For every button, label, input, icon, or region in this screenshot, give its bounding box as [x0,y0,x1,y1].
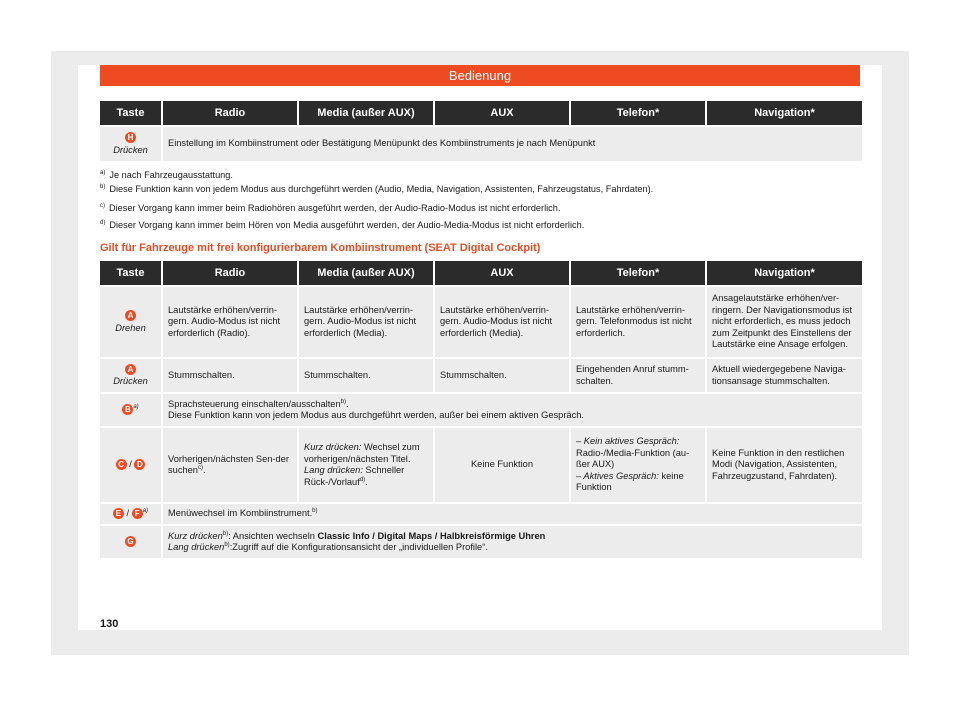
phone-cell: Eingehenden Anruf stumm-schalten. [571,359,705,392]
nav-cell: Aktuell wiedergegebene Naviga-tionsansage stummschalten. [707,359,862,392]
key-badge-g: G [125,536,136,547]
col-header-radio: Radio [163,261,297,285]
col-header-media: Media (außer AUX) [299,101,433,125]
key-action: Drücken [113,144,148,155]
col-header-navigation: Navigation* [707,261,862,285]
row-text: Einstellung im Kombiinstrument oder Bestätigung Menüpunkt des Kombiinstruments je nach Menüpunkt [163,127,862,161]
col-header-aux: AUX [435,261,569,285]
key-badge-a: A [125,310,136,321]
key-badge-d: D [134,459,145,470]
radio-cell: Lautstärke erhöhen/verrin-gern. Audio-Modus ist nicht erforderlich (Radio). [163,287,297,357]
footnote: $^{a)}$ Je nach Fahrzeugausstattung. [100,169,233,180]
col-header-taste: Taste [100,101,161,125]
aux-cell: Keine Funktion [435,428,569,502]
col-header-navigation: Navigation* [707,101,862,125]
table-row [100,359,862,392]
aux-cell: Lautstärke erhöhen/verrin-gern. Audio-Modus ist nicht erforderlich (Media). [435,287,569,357]
key-badge-c: C [116,459,127,470]
row-text: Sprachsteuerung einschalten/ausschalten$^{b)}$. Diese Funktion kann von jedem Modus aus durchgeführt werden, außer bei einem aktiven Gespräch. [163,394,862,426]
table-header-row [100,261,862,285]
media-cell: Lautstärke erhöhen/verrin-gern. Audio-Modus ist nicht erforderlich (Media). [299,287,433,357]
key-cell: E / F $^{a)}$ [100,504,161,524]
table-row [100,526,862,558]
key-action: Drehen [115,322,146,333]
col-header-radio: Radio [163,101,297,125]
col-header-taste: Taste [100,261,161,285]
page-header-banner: Bedienung [100,65,860,86]
col-header-media: Media (außer AUX) [299,261,433,285]
table-row [100,504,862,524]
table-row [100,394,862,426]
footnote: $^{c)}$ Dieser Vorgang kann immer beim Radiohören ausgeführt werden, der Audio-Radio-Modus ist nicht erforderlich. [100,202,561,213]
key-cell [100,287,161,357]
key-cell: C / D [100,428,161,502]
key-cell [100,127,161,161]
key-cell [100,359,161,392]
controls-table-2 [98,261,864,558]
controls-table-1 [98,101,864,161]
nav-cell: Ansagelautstärke erhöhen/ver-ringern. Der Navigationsmodus ist nicht erforderlich, es muss jedoch zum Zeitpunkt des Einstellens der Lautstärke eine Ansage erfolgen. [707,287,862,357]
key-badge-a: A [125,364,136,375]
row-text: Kurz drücken$^{b)}$: Ansichten wechseln Classic Info / Digital Maps / Halbkreisförmige Uhren Lang drücken$^{b)}$:Zugriff auf die Konfigurationsansicht der „individuellen Profile“. [163,526,862,558]
key-cell: B $^{a)}$ [100,394,161,426]
footnote: $^{d)}$ Dieser Vorgang kann immer beim Hören von Media ausgeführt werden, der Audio-Media-Modus ist nicht erforderlich. [100,219,585,230]
col-header-aux: AUX [435,101,569,125]
row-text: Menüwechsel im Kombiinstrument.$^{b)}$ [163,504,862,524]
phone-cell: Lautstärke erhöhen/verrin-gern. Telefonmodus ist nicht erforderlich. [571,287,705,357]
nav-cell: Keine Funktion in den restlichen Modi (Navigation, Assistenten, Fahrzeugzustand, Fahrdaten). [707,428,862,502]
col-header-telefon: Telefon* [571,261,705,285]
section-title: Gilt für Fahrzeuge mit frei konfigurierbarem Kombiinstrument (SEAT Digital Cockpit) [100,242,541,254]
key-badge-f: F [132,508,143,519]
aux-cell: Stummschalten. [435,359,569,392]
phone-cell: – Kein aktives Gespräch: Radio-/Media-Funktion (au-ßer AUX) – Aktives Gespräch: keine Funktion [571,428,705,502]
table-row [100,287,862,357]
col-header-telefon: Telefon* [571,101,705,125]
key-badge-h: H [125,132,136,143]
table-row [100,127,862,161]
table-header-row [100,101,862,125]
key-badge-e: E [113,508,124,519]
media-cell: Kurz drücken: Wechsel zum vorherigen/nächsten Titel. Lang drücken: Schneller Rück-/Vorlauf$^{d)}$. [299,428,433,502]
page-number: 130 [100,618,119,630]
radio-cell: Vorherigen/nächsten Sen-der suchen$^{c)}$. [163,428,297,502]
radio-cell: Stummschalten. [163,359,297,392]
footnote: $^{b)}$ Diese Funktion kann von jedem Modus aus durchgeführt werden (Audio, Media, Navigation, Assistenten, Fahrzeugstatus, Fahrdaten). [100,183,654,194]
key-cell [100,526,161,558]
table-row [100,428,862,502]
key-badge-b: B [122,404,133,415]
media-cell: Stummschalten. [299,359,433,392]
key-action: Drücken [113,376,148,386]
